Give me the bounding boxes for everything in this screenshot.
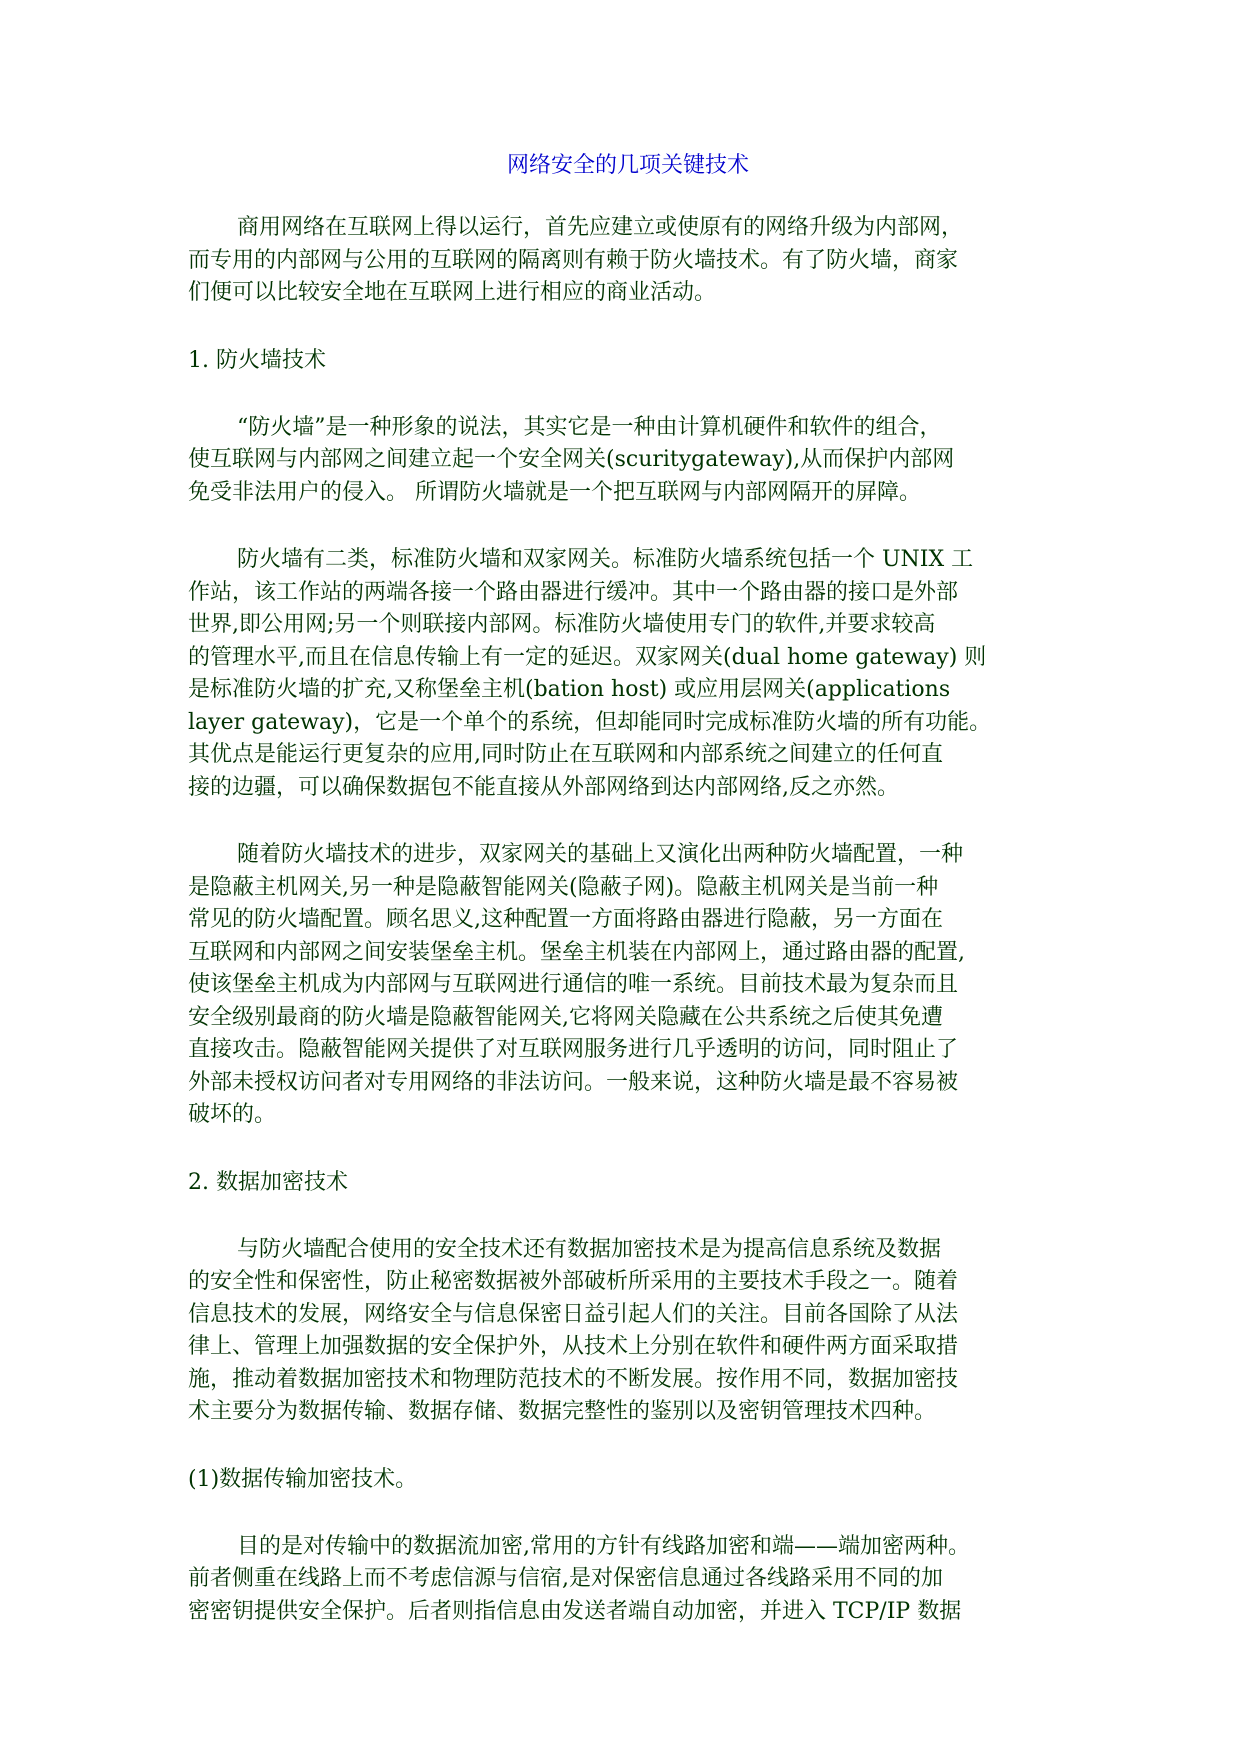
paragraph-line: layer gateway)，它是一个单个的系统，但却能同时完成标准防火墙的所有功能。 xyxy=(188,709,992,735)
paragraph-line: 是隐蔽主机网关,另一种是隐蔽智能网关(隐蔽子网)。隐蔽主机网关是当前一种 xyxy=(188,874,939,900)
paragraph-line: 互联网和内部网之间安装堡垒主机。堡垒主机装在内部网上，通过路由器的配置, xyxy=(188,939,965,965)
paragraph-line: 随着防火墙技术的进步，双家网关的基础上又演化出两种防火墙配置，一种 xyxy=(237,842,964,867)
transmission-encryption-paragraph xyxy=(188,1531,1068,1629)
paragraph-line: 目的是对传输中的数据流加密,常用的方针有线路加密和端——端加密两种。 xyxy=(237,1533,970,1559)
paragraph-line: 常见的防火墙配置。顾名思义,这种配置一方面将路由器进行隐蔽，另一方面在 xyxy=(188,907,943,932)
paragraph-line: 破坏的。 xyxy=(188,1102,277,1127)
paragraph-line: 外部未授权访问者对专用网络的非法访问。一般来说，这种防火墙是最不容易被 xyxy=(188,1069,959,1095)
paragraph-line: 防火墙有二类，标准防火墙和双家网关。标准防火墙系统包括一个 UNIX 工 xyxy=(237,547,974,572)
paragraph-line: 安全级别最商的防火墙是隐蔽智能网关,它将网关隐藏在公共系统之后使其免遭 xyxy=(188,1004,943,1030)
paragraph-line: 是标准防火墙的扩充,又称堡垒主机(bation host) 或应用层网关(applications xyxy=(188,677,951,702)
paragraph-line: 律上、管理上加强数据的安全保护外，从技术上分别在软件和硬件两方面采取措 xyxy=(188,1334,959,1359)
paragraph-line: 使互联网与内部网之间建立起一个安全网关(scuritygateway),从而保护内部网 xyxy=(188,447,955,472)
paragraph-line: 的安全性和保密性，防止秘密数据被外部破析所采用的主要技术手段之一。随着 xyxy=(188,1269,959,1294)
firewall-evolution-paragraph xyxy=(188,839,1068,1132)
paragraph-line: 世界,即公用网;另一个则联接内部网。标准防火墙使用专门的软件,并要求较高 xyxy=(188,612,936,637)
paragraph-line: 信息技术的发展，网络安全与信息保密日益引起人们的关注。目前各国除了从法 xyxy=(188,1301,959,1327)
paragraph-line: 使该堡垒主机成为内部网与互联网进行通信的唯一系统。目前技术最为复杂而且 xyxy=(188,972,959,997)
encryption-overview-paragraph xyxy=(188,1234,1068,1429)
document-title: 网络安全的几项关键技术 xyxy=(506,153,749,178)
section-heading-firewall: 1. 防火墙技术 xyxy=(188,347,326,373)
paragraph-line: 接的边疆，可以确保数据包不能直接从外部网络到达内部网络,反之亦然。 xyxy=(188,774,899,800)
paragraph-line: 其优点是能运行更复杂的应用,同时防止在互联网和内部系统之间建立的任何直 xyxy=(188,742,943,767)
intro-paragraph xyxy=(188,212,1068,310)
subsection-heading-transmission: (1)数据传输加密技术。 xyxy=(188,1466,418,1492)
paragraph-line: 们便可以比较安全地在互联网上进行相应的商业活动。 xyxy=(188,280,717,305)
firewall-definition-paragraph xyxy=(188,412,1068,510)
paragraph-line: “防火墙”是一种形象的说法，其实它是一种由计算机硬件和软件的组合， xyxy=(237,414,942,440)
paragraph-line: 前者侧重在线路上而不考虑信源与信宿,是对保密信息通过各线路采用不同的加 xyxy=(188,1566,943,1591)
paragraph-line: 免受非法用户的侵入。 所谓防火墙就是一个把互联网与内部网隔开的屏障。 xyxy=(188,479,921,505)
paragraph-line: 而专用的内部网与公用的互联网的隔离则有赖于防火墙技术。有了防火墙，商家 xyxy=(188,247,959,273)
paragraph-line: 直接攻击。隐蔽智能网关提供了对互联网服务进行几乎透明的访问，同时阻止了 xyxy=(188,1037,959,1062)
paragraph-line: 与防火墙配合使用的安全技术还有数据加密技术是为提高信息系统及数据 xyxy=(237,1236,942,1262)
paragraph-line: 的管理水平,而且在信息传输上有一定的延迟。双家网关(dual home gateway) 则 xyxy=(188,644,987,670)
paragraph-line: 作站，该工作站的两端各接一个路由器进行缓冲。其中一个路由器的接口是外部 xyxy=(188,579,959,605)
document-page xyxy=(188,150,1068,1663)
paragraph-line: 术主要分为数据传输、数据存储、数据完整性的鉴别以及密钥管理技术四种。 xyxy=(188,1399,937,1424)
section-heading-encryption: 2. 数据加密技术 xyxy=(188,1169,348,1195)
paragraph-line: 密密钥提供安全保护。后者则指信息由发送者端自动加密，并进入 TCP/IP 数据 xyxy=(188,1598,962,1624)
paragraph-line: 施，推动着数据加密技术和物理防范技术的不断发展。按作用不同，数据加密技 xyxy=(188,1366,959,1392)
paragraph-line: 商用网络在互联网上得以运行，首先应建立或使原有的网络升级为内部网， xyxy=(237,215,964,240)
firewall-types-paragraph xyxy=(188,544,1068,804)
